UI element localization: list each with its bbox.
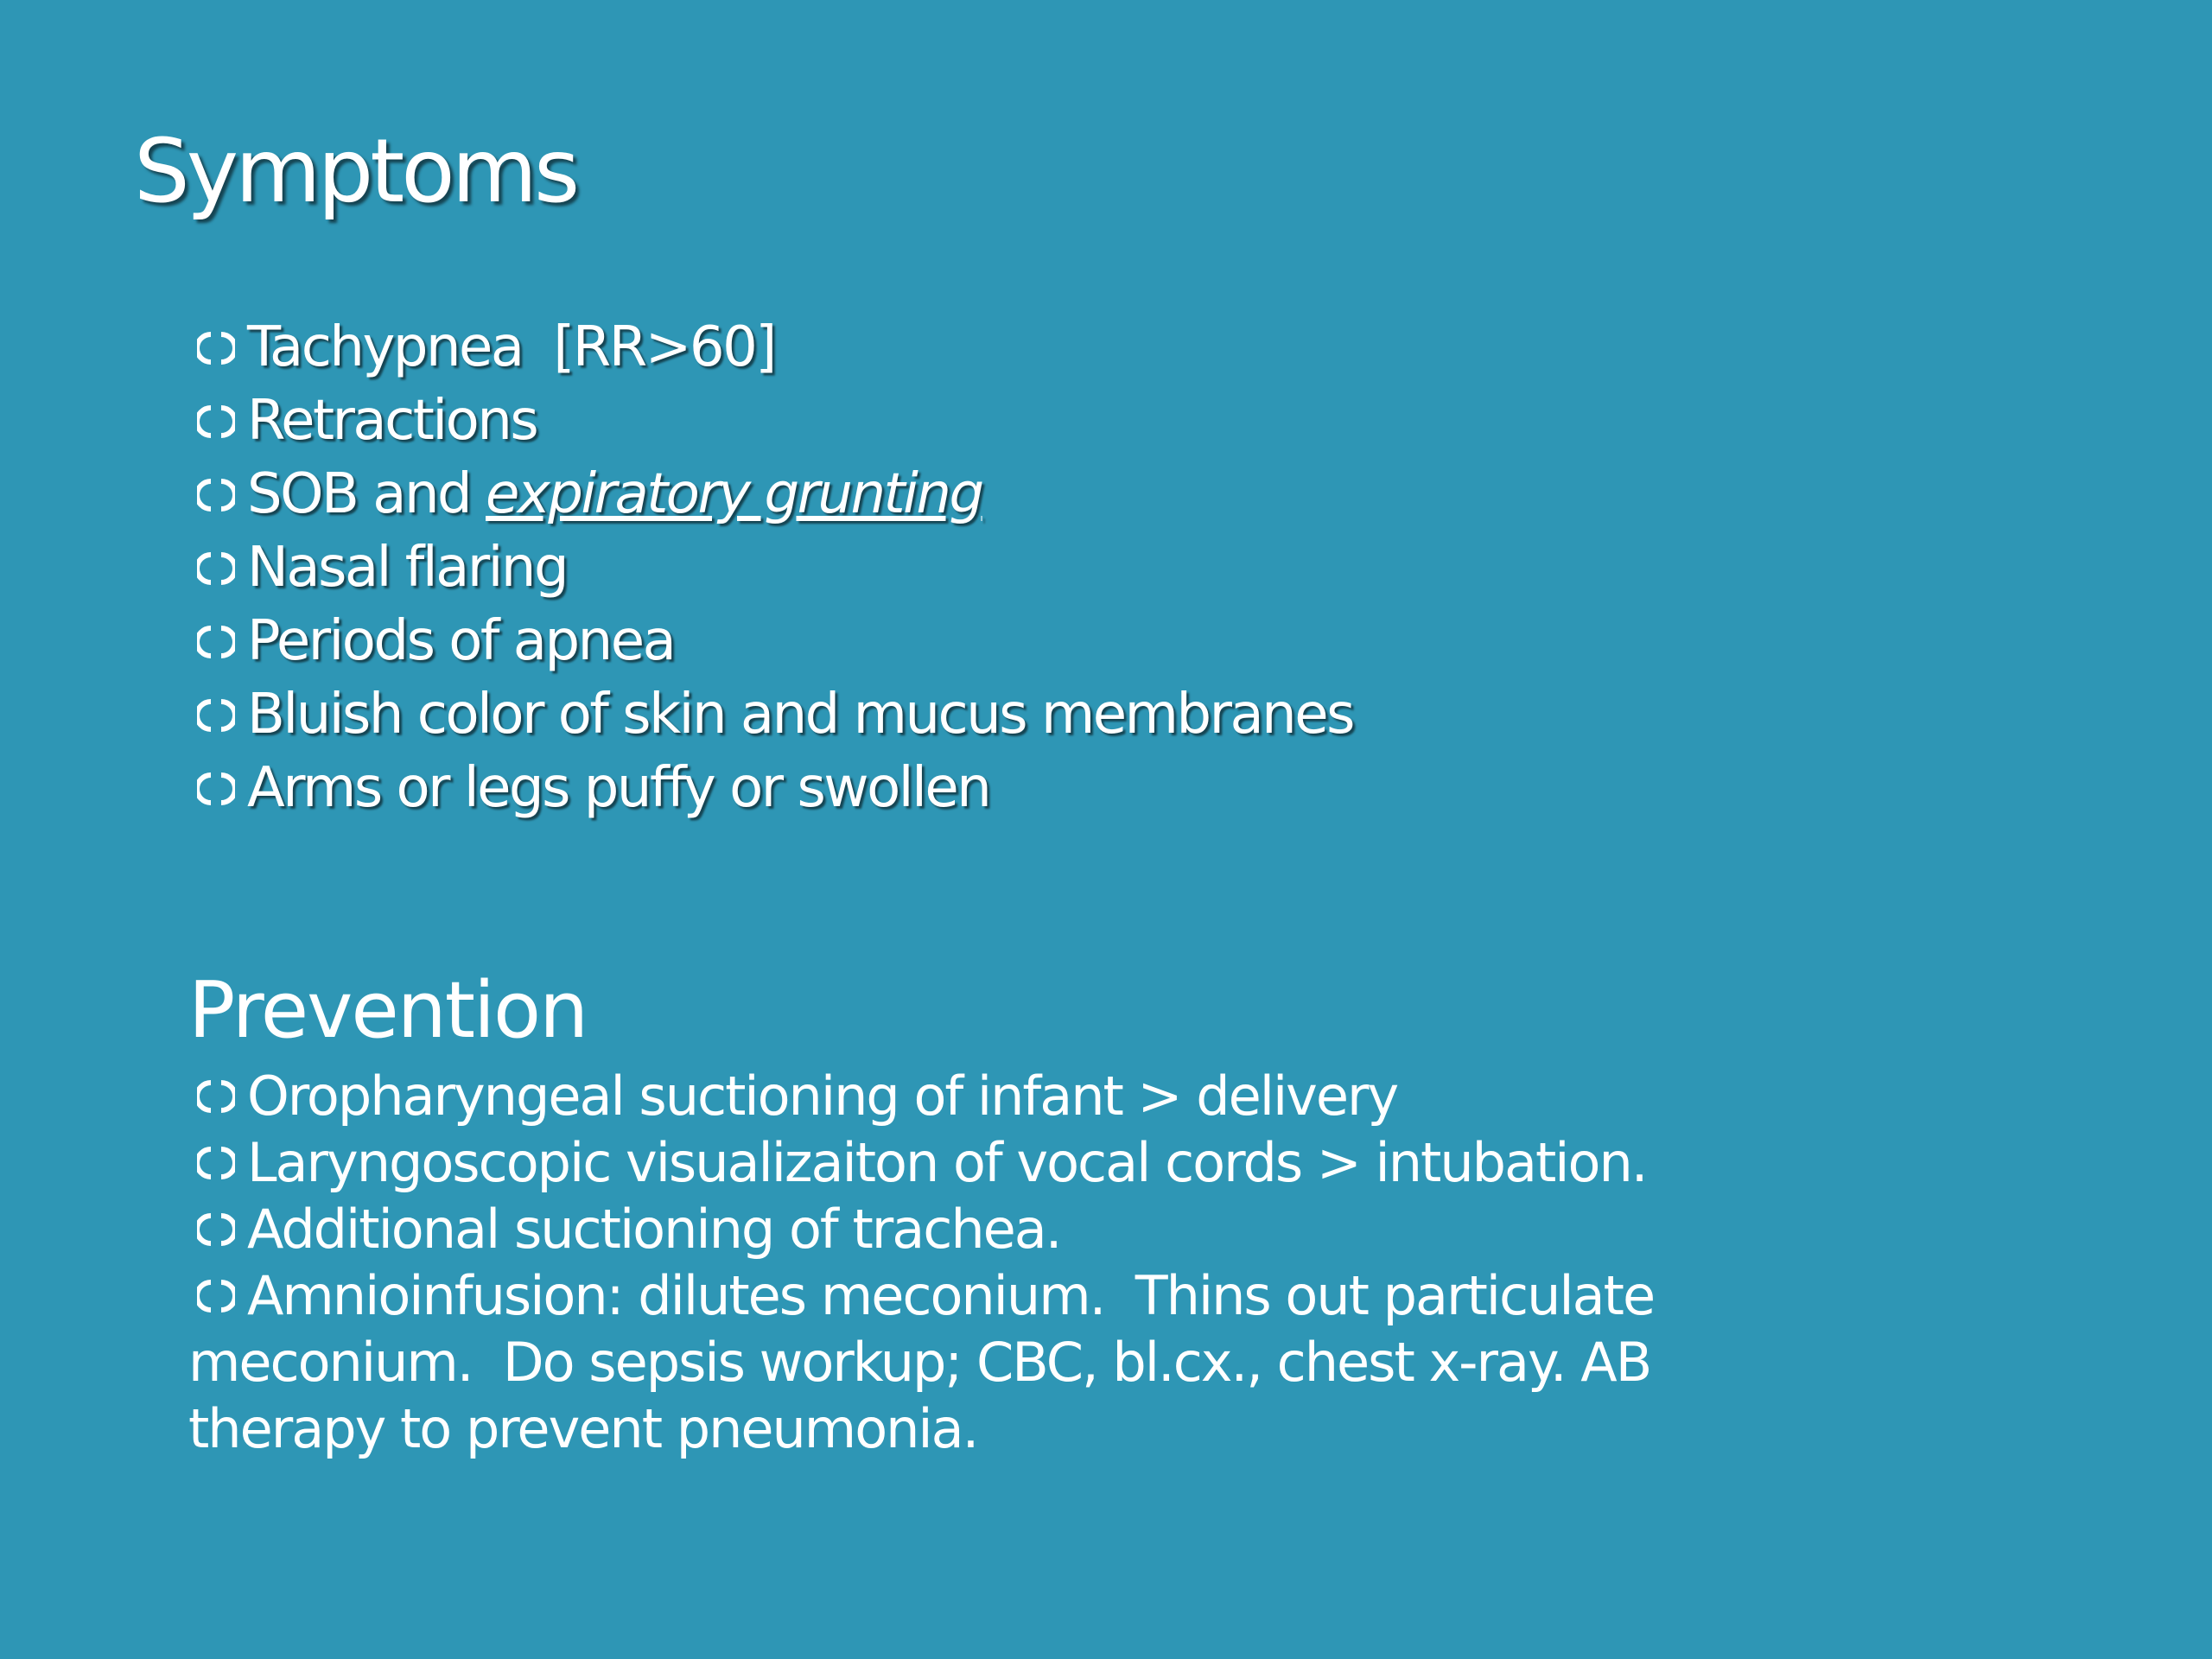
symptom-text: SOB and (247, 462, 486, 526)
list-item (197, 458, 1353, 531)
symptom-text: Retractions (247, 389, 537, 453)
prevention-text: Laryngoscopic visualizaiton of vocal cords > intubation. (247, 1131, 1647, 1194)
list-item (197, 1129, 1654, 1196)
list-item (197, 311, 1353, 385)
symptom-text: Bluish color of skin and mucus membranes (247, 683, 1353, 747)
list-item (197, 1262, 1654, 1329)
prevention-text: Oropharyngeal suctioning of infant > delivery (247, 1065, 1398, 1128)
list-item (197, 752, 1353, 825)
circle-bracket-bullet-icon (197, 404, 235, 439)
list-item (197, 1063, 1654, 1129)
circle-bracket-bullet-icon (197, 772, 235, 806)
list-item (197, 605, 1353, 678)
circle-bracket-bullet-icon (197, 1279, 235, 1313)
list-item (197, 1196, 1654, 1262)
list-item (197, 531, 1353, 605)
emphasized-text: expiratory grunting (486, 462, 982, 526)
circle-bracket-bullet-icon (197, 1212, 235, 1247)
prevention-continuation (188, 1329, 1650, 1462)
list-item (197, 678, 1353, 752)
circle-bracket-bullet-icon (197, 698, 235, 733)
prevention-list (197, 1063, 1654, 1329)
symptom-text: Tachypnea [RR>60] (247, 315, 775, 379)
symptom-text: Periods of apnea (247, 609, 675, 673)
prevention-text: Amnioinfusion: dilutes meconium. Thins out particulate (247, 1264, 1655, 1327)
list-item (197, 385, 1353, 458)
circle-bracket-bullet-icon (197, 1146, 235, 1180)
continuation-line: therapy to prevent pneumonia. (188, 1397, 978, 1460)
section-heading: Prevention (188, 965, 588, 1056)
prevention-text: Additional suctioning of trachea. (247, 1198, 1061, 1261)
slide-title: Symptoms (134, 120, 577, 223)
symptom-text: Nasal flaring (247, 536, 568, 600)
circle-bracket-bullet-icon (197, 478, 235, 512)
continuation-line: meconium. Do sepsis workup; CBC, bl.cx., chest x-ray. AB (188, 1331, 1651, 1394)
symptom-text: Arms or legs puffy or swollen (247, 756, 990, 820)
circle-bracket-bullet-icon (197, 331, 235, 365)
symptom-list (197, 311, 1353, 825)
circle-bracket-bullet-icon (197, 551, 235, 586)
circle-bracket-bullet-icon (197, 625, 235, 659)
circle-bracket-bullet-icon (197, 1079, 235, 1114)
